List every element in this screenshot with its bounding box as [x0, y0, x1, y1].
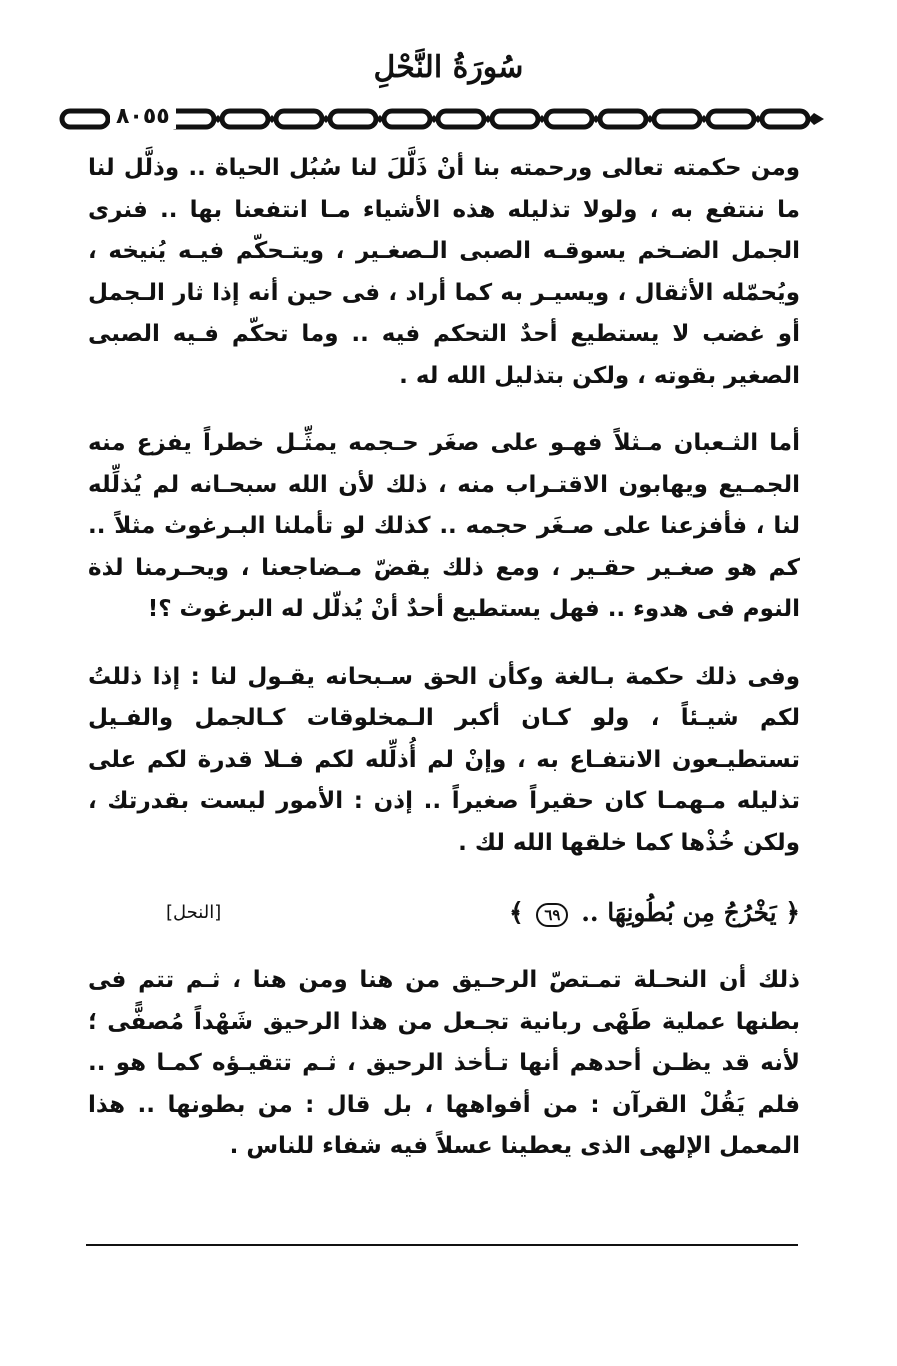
surah-title: سُورَةُ النَّحْلِ — [373, 50, 524, 85]
paragraph: وفى ذلك حكمة بـالغة وكأن الحق سـبحانه يقـول لنا : إذا ذللتُ لكم شيـئاً ، ولو كـان أكبر الـمخلوقات كـالجمل والفـيل تستطيـعون الانتفـاع به ، وإنْ لم أُذلِّله لكم فـلا قدرة لكم على تذليله مـهمـا كان حقيراً صغيراً .. إذن : الأمور ليست بقدرتك ، ولكن خُذْها كما خلقها الله لك . — [88, 663, 800, 856]
paragraph: أما الثـعبان مـثلاً فهـو على صغَر حـجمه يمثِّـل خطراً يفزع منه الجمـيع ويهابون الاقتـراب منه ، ذلك لأن الله سبحـانه لم يُذلِّله لنا ، فأفزعنا على صـغَر حجمه .. كذلك لو تأملنا البـرغوث مثلاً .. كم هو صغـير حقـير ، ومع ذلك يقضّ مـضاجعنا ، ويحـرمنا لذة النوم فى هدوء .. فهل يستطيع أحدٌ أنْ يُذلّل له البرغوث ؟! — [88, 430, 800, 622]
verse-closing-bracket: ﴾ — [508, 898, 524, 928]
page-body — [88, 148, 800, 1168]
surah-reference: [النحل] — [166, 902, 222, 924]
paragraph: ومن حكمته تعالى ورحمته بنا أنْ ذَلَّلَ لنا سُبُل الحياة .. وذلَّل لنا ما ننتفع به ، ولولا تذليله هذه الأشياء مـا انتفعنا بها .. فنرى الجمل الضـخم يسوقـه الصبى الـصغـير ، ويتـحكّم فيـه يُنيخه ، ويُحمّله الأثقال ، ويسيـر به كما أراد ، فى حين أنه إذا ثار الـجمل أو غضب لا يستطيع أحدٌ التحكم فيه .. وما تحكّم فـيه الصبى الصغير بقوته ، ولكن بتذليل الله له . — [88, 155, 800, 389]
page-number: ٨٠٥٥ — [110, 104, 176, 129]
verse-text: ﴿ يَخْرُجُ مِن بُطُونِهَا .. — [581, 898, 800, 928]
quran-verse — [509, 892, 800, 934]
footer-divider — [86, 1244, 798, 1246]
verse-number-badge: ٦٩ — [536, 903, 568, 927]
quran-verse-line — [88, 890, 800, 936]
paragraph: ذلك أن النحـلة تمـتصّ الرحـيق من هنا ومن هنا ، ثـم تتم فى بطنها عملية طَهْى ربانية تجـعل من هذا الرحيق شَهْداً مُصفًّى ؛ لأنه قد يظـن أحدهم أنها تـأخذ الرحيق ، ثـم تتقيـؤه كمـا هو .. فلم يَقُلْ القرآن : من أفواهها ، بل قال : من بطونها .. هذا المعمل الإلهى الذى يعطينا عسلاً فيه شفاء للناس . — [88, 967, 800, 1159]
